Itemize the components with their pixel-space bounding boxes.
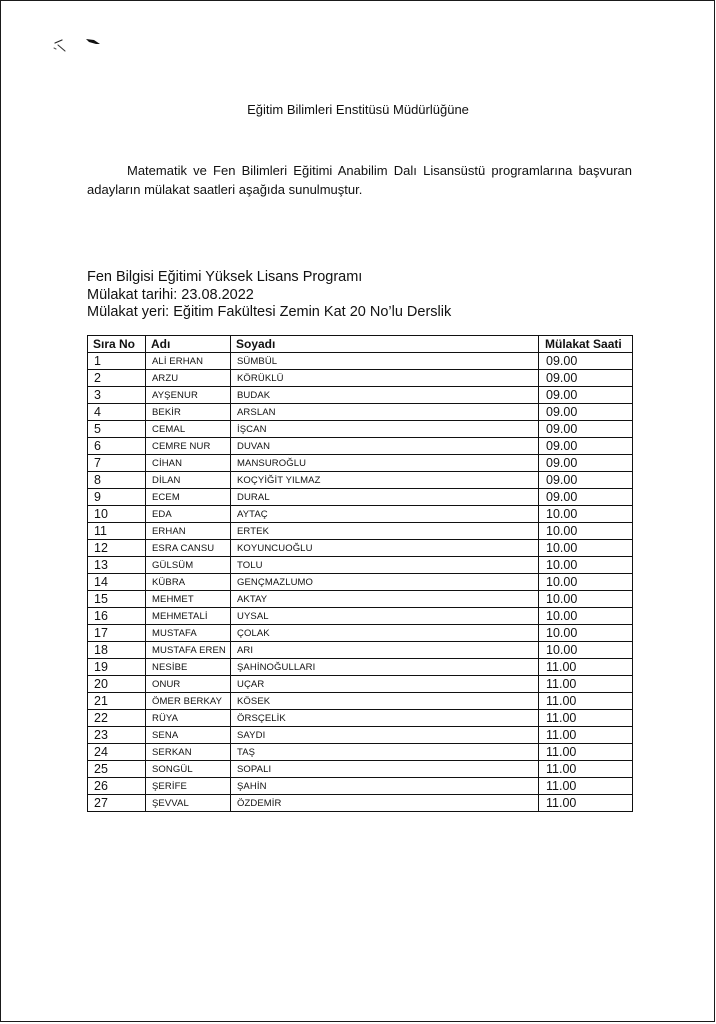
row-number: 17 [88, 625, 146, 642]
first-name: RÜYA [146, 710, 231, 727]
intro-paragraph [87, 161, 632, 199]
last-name: MANSUROĞLU [231, 455, 539, 472]
intro-paragraph-line: Matematik ve Fen Bilimleri Eğitimi Anabilim Dalı Lisansüstü programlarına başvuran [127, 163, 632, 178]
interview-time: 09.00 [539, 438, 633, 455]
last-name: GENÇMAZLUMO [231, 574, 539, 591]
first-name: AYŞENUR [146, 387, 231, 404]
header-order: Sıra No [88, 336, 146, 353]
interview-time: 09.00 [539, 472, 633, 489]
last-name: ÇOLAK [231, 625, 539, 642]
header-first-name: Adı [146, 336, 231, 353]
row-number: 11 [88, 523, 146, 540]
interview-time: 10.00 [539, 574, 633, 591]
table-row [88, 693, 633, 710]
table-row [88, 353, 633, 370]
last-name: ÖRSÇELİK [231, 710, 539, 727]
table-row [88, 455, 633, 472]
first-name: GÜLSÜM [146, 557, 231, 574]
row-number: 15 [88, 591, 146, 608]
table-row [88, 761, 633, 778]
interview-time: 10.00 [539, 506, 633, 523]
interview-time: 11.00 [539, 710, 633, 727]
table-row [88, 642, 633, 659]
interview-time: 11.00 [539, 693, 633, 710]
table-row [88, 506, 633, 523]
first-name: CİHAN [146, 455, 231, 472]
last-name: ŞAHİNOĞULLARI [231, 659, 539, 676]
first-name: MUSTAFA EREN [146, 642, 231, 659]
first-name: SONGÜL [146, 761, 231, 778]
header-time: Mülakat Saati [539, 336, 633, 353]
interview-schedule-table [87, 335, 633, 812]
row-number: 20 [88, 676, 146, 693]
first-name: ŞERİFE [146, 778, 231, 795]
row-number: 5 [88, 421, 146, 438]
table-row [88, 523, 633, 540]
row-number: 27 [88, 795, 146, 812]
interview-time: 11.00 [539, 795, 633, 812]
table-row [88, 557, 633, 574]
interview-time: 11.00 [539, 761, 633, 778]
last-name: ARI [231, 642, 539, 659]
first-name: MEHMET [146, 591, 231, 608]
interview-time: 09.00 [539, 404, 633, 421]
row-number: 8 [88, 472, 146, 489]
last-name: ÖZDEMİR [231, 795, 539, 812]
row-number: 12 [88, 540, 146, 557]
interview-time: 09.00 [539, 387, 633, 404]
last-name: TOLU [231, 557, 539, 574]
table-header-row [88, 336, 633, 353]
table-row [88, 438, 633, 455]
first-name: SENA [146, 727, 231, 744]
interview-time: 10.00 [539, 523, 633, 540]
row-number: 3 [88, 387, 146, 404]
interview-place: Mülakat yeri: Eğitim Fakültesi Zemin Kat 20 No’lu Derslik [87, 304, 452, 320]
last-name: TAŞ [231, 744, 539, 761]
last-name: KÖRÜKLÜ [231, 370, 539, 387]
last-name: KOÇYİĞİT YILMAZ [231, 472, 539, 489]
row-number: 19 [88, 659, 146, 676]
last-name: ŞAHİN [231, 778, 539, 795]
first-name: ŞEVVAL [146, 795, 231, 812]
first-name: CEMRE NUR [146, 438, 231, 455]
table-row [88, 540, 633, 557]
first-name: BEKİR [146, 404, 231, 421]
interview-time: 10.00 [539, 642, 633, 659]
table-row [88, 727, 633, 744]
last-name: AYTAÇ [231, 506, 539, 523]
last-name: UÇAR [231, 676, 539, 693]
row-number: 16 [88, 608, 146, 625]
last-name: KOYUNCUOĞLU [231, 540, 539, 557]
interview-time: 09.00 [539, 489, 633, 506]
first-name: MEHMETALİ [146, 608, 231, 625]
table-row [88, 421, 633, 438]
first-name: MUSTAFA [146, 625, 231, 642]
interview-time: 10.00 [539, 591, 633, 608]
interview-time: 11.00 [539, 744, 633, 761]
table-row [88, 795, 633, 812]
row-number: 2 [88, 370, 146, 387]
first-name: SERKAN [146, 744, 231, 761]
interview-time: 10.00 [539, 625, 633, 642]
table-row [88, 744, 633, 761]
table-row [88, 625, 633, 642]
table-row [88, 489, 633, 506]
row-number: 23 [88, 727, 146, 744]
table-row [88, 778, 633, 795]
interview-time: 10.00 [539, 557, 633, 574]
interview-time: 09.00 [539, 370, 633, 387]
row-number: 24 [88, 744, 146, 761]
last-name: SAYDI [231, 727, 539, 744]
program-name: Fen Bilgisi Eğitimi Yüksek Lisans Programı [87, 269, 363, 285]
table-row [88, 387, 633, 404]
row-number: 9 [88, 489, 146, 506]
row-number: 13 [88, 557, 146, 574]
table-row [88, 659, 633, 676]
last-name: ARSLAN [231, 404, 539, 421]
table-row [88, 370, 633, 387]
interview-time: 10.00 [539, 608, 633, 625]
table-row [88, 574, 633, 591]
last-name: SÜMBÜL [231, 353, 539, 370]
row-number: 7 [88, 455, 146, 472]
scan-mark [50, 34, 106, 58]
first-name: ECEM [146, 489, 231, 506]
interview-time: 09.00 [539, 455, 633, 472]
table-row [88, 710, 633, 727]
row-number: 1 [88, 353, 146, 370]
program-info [87, 269, 451, 322]
last-name: AKTAY [231, 591, 539, 608]
last-name: DURAL [231, 489, 539, 506]
row-number: 21 [88, 693, 146, 710]
interview-time: 11.00 [539, 778, 633, 795]
table-row [88, 608, 633, 625]
row-number: 22 [88, 710, 146, 727]
row-number: 26 [88, 778, 146, 795]
first-name: ARZU [146, 370, 231, 387]
row-number: 18 [88, 642, 146, 659]
row-number: 25 [88, 761, 146, 778]
first-name: DİLAN [146, 472, 231, 489]
interview-time: 09.00 [539, 421, 633, 438]
last-name: BUDAK [231, 387, 539, 404]
interview-time: 10.00 [539, 540, 633, 557]
interview-time: 11.00 [539, 727, 633, 744]
table-row [88, 404, 633, 421]
first-name: ÖMER BERKAY [146, 693, 231, 710]
table-row [88, 472, 633, 489]
last-name: KÖSEK [231, 693, 539, 710]
table-row [88, 676, 633, 693]
last-name: UYSAL [231, 608, 539, 625]
first-name: NESİBE [146, 659, 231, 676]
first-name: ESRA CANSU [146, 540, 231, 557]
first-name: EDA [146, 506, 231, 523]
row-number: 14 [88, 574, 146, 591]
interview-time: 11.00 [539, 659, 633, 676]
interview-date: Mülakat tarihi: 23.08.2022 [87, 286, 254, 303]
first-name: ONUR [146, 676, 231, 693]
first-name: CEMAL [146, 421, 231, 438]
row-number: 6 [88, 438, 146, 455]
row-number: 10 [88, 506, 146, 523]
first-name: ALİ ERHAN [146, 353, 231, 370]
interview-time: 11.00 [539, 676, 633, 693]
interview-time: 09.00 [539, 353, 633, 370]
last-name: DUVAN [231, 438, 539, 455]
last-name: İŞCAN [231, 421, 539, 438]
first-name: KÜBRA [146, 574, 231, 591]
intro-paragraph-line: adayların mülakat saatleri aşağıda sunulmuştur. [87, 182, 363, 197]
header-last-name: Soyadı [231, 336, 539, 353]
last-name: SOPALI [231, 761, 539, 778]
table-row [88, 591, 633, 608]
row-number: 4 [88, 404, 146, 421]
first-name: ERHAN [146, 523, 231, 540]
last-name: ERTEK [231, 523, 539, 540]
addressee-heading: Eğitim Bilimleri Enstitüsü Müdürlüğüne [247, 102, 469, 117]
